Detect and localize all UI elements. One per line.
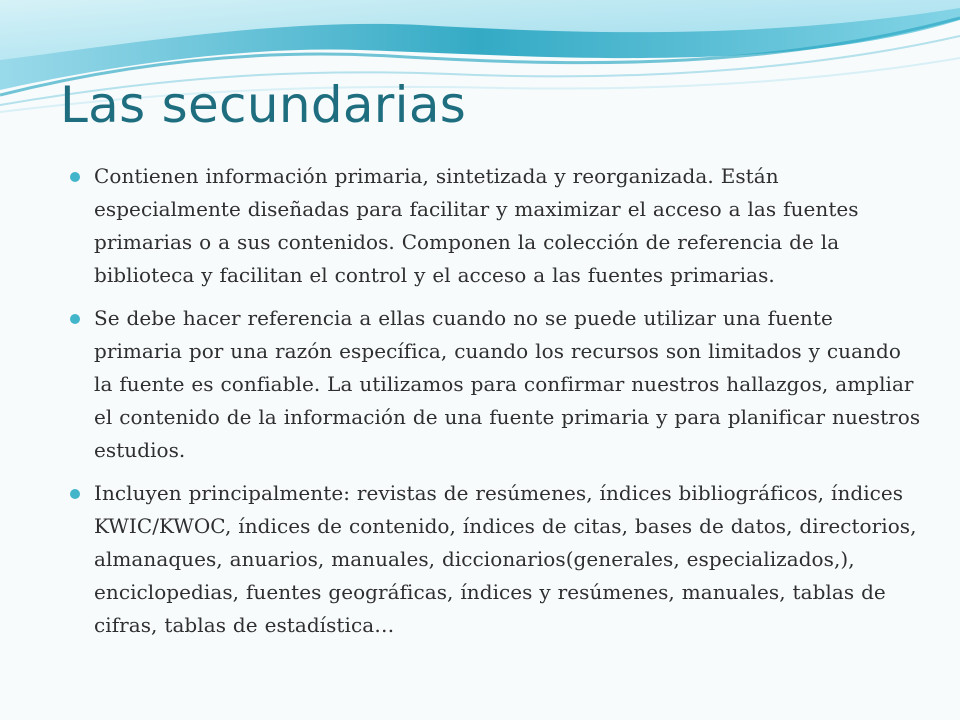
slide-title: Las secundarias bbox=[60, 76, 467, 134]
bullet-item bbox=[94, 302, 924, 467]
bullet-text: Incluyen principalmente: revistas de resúmenes, índices bibliográficos, índices KWIC/KWOC, índices de contenido, índices de citas, bases de datos, directorios, almanaques, anuarios, manuales, diccionarios(generales, especializados,), enciclopedias, fuentes geográficas, índices y resúmenes, manuales, tablas de cifras, tablas de estadística… bbox=[94, 481, 917, 637]
bullet-text: Contienen información primaria, sintetizada y reorganizada. Están especialmente diseñadas para facilitar y maximizar el acceso a las fuentes primarias o a sus contenidos. Componen la colección de referencia de la biblioteca y facilitan el control y el acceso a las fuentes primarias. bbox=[94, 164, 859, 287]
bullet-text: Se debe hacer referencia a ellas cuando no se puede utilizar una fuente primaria por una razón específica, cuando los recursos son limitados y cuando la fuente es confiable. La utilizamos para confirmar nuestros hallazgos, ampliar el contenido de la información de una fuente primaria y para planificar nuestros estudios. bbox=[94, 306, 921, 462]
bullet-item bbox=[94, 477, 924, 642]
bullet-item bbox=[94, 160, 924, 292]
bullet-dot-icon bbox=[70, 489, 80, 499]
bullet-dot-icon bbox=[70, 172, 80, 182]
bullet-list bbox=[94, 160, 924, 652]
bullet-dot-icon bbox=[70, 314, 80, 324]
